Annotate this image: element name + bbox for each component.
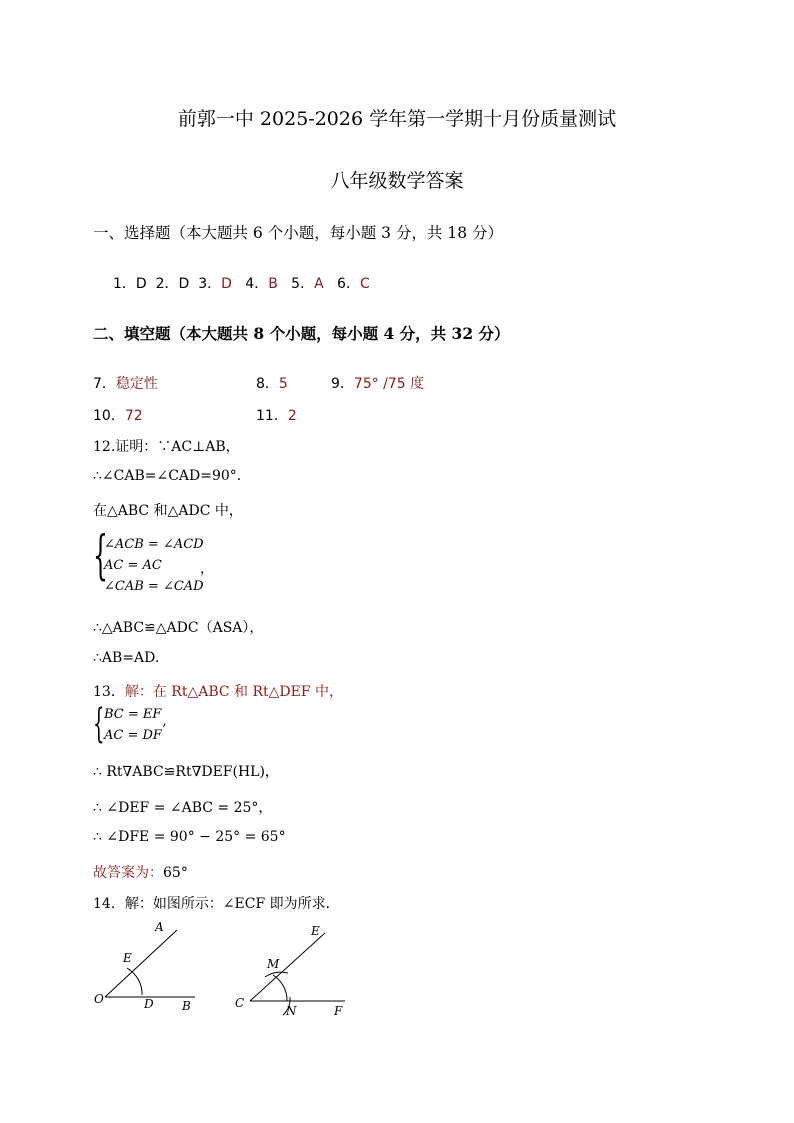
q13-answer [93,862,188,882]
q13-line3: ∴ ∠DFE = 90° − 25° = 65° [93,829,286,845]
q12-line1: 12.证明：∵AC⊥AB， [93,439,240,455]
answer-num: 11． [256,408,288,424]
fill-answer-11 [256,405,297,425]
answer-val: B [268,276,278,292]
q13-intro [93,681,343,701]
label-b: B [182,999,191,1013]
q12-sys-1: ∠ACB = ∠ACD [104,537,204,552]
document-title: 前郭一中 2025-2026 学年第一学期十月份质量测试 [177,108,617,130]
label-e: E [123,951,132,965]
q13-line1: ∴ Rt∇ABC≌Rt∇DEF(HL)， [93,764,279,780]
ray-ce [250,933,325,1001]
answer-val: 5 [278,376,288,392]
q13-intro-text: 解：在 Rt△ABC 和 Rt△DEF 中， [124,684,344,700]
answer-val: D [135,276,147,292]
section2-heading: 二、填空题（本大题共 8 个小题，每小题 4 分，共 32 分） [93,324,510,343]
answer-num: 1． [113,276,136,292]
arc-ed [127,968,142,995]
q13-num: 13． [93,684,125,700]
q13-sys-comma: ’ [162,722,167,738]
q13-sys-2: AC = DF [104,728,162,743]
answer-num: 5． [291,276,315,292]
label-a: A [155,920,164,934]
q13-line2: ∴ ∠DEF = ∠ABC = 25°， [93,800,273,816]
label-o: O [94,992,104,1006]
answer-num: 8． [256,376,279,392]
q14-text: 14．解：如图所示：∠ECF 即为所求． [93,896,340,912]
label-c: C [235,996,245,1010]
arc-cross [265,972,288,977]
label-n: N [286,1004,297,1018]
q12-line2: ∴∠CAB=∠CAD=90°. [93,468,242,484]
choice-answers [113,273,370,293]
construction-figure [85,915,365,1025]
brace-symbol: { [93,701,105,747]
fill-answer-8 [256,373,288,393]
answer-num: 4． [245,276,269,292]
q12-sys-comma: ， [200,561,214,577]
q13-answer-label: 故答案为： [93,865,163,881]
answer-num: 10． [93,408,125,424]
section1-heading: 一、选择题（本大题共 6 个小题，每小题 3 分，共 18 分） [93,224,504,242]
q12-line4: ∴△ABC≌△ADC（ASA）， [93,620,264,636]
q13-answer-val: 65° [163,865,188,881]
q12-sys-2: AC = AC [104,558,162,573]
q12-sys-3: ∠CAB = ∠CAD [104,579,204,594]
answer-val: 75° /75 度 [353,376,425,392]
q13-sys-1: BC = EF [104,707,162,722]
answer-num: 7． [93,376,116,392]
answer-num: 2． [155,276,179,292]
document-subtitle: 八年级数学答案 [330,170,464,192]
q12-line3: 在△ABC 和△ADC 中， [93,503,243,519]
fill-answer-9 [331,373,424,393]
answer-val: 2 [287,408,297,424]
fill-answer-10 [93,405,143,425]
answer-num: 9． [331,376,354,392]
answer-val: A [314,276,324,292]
label-e2: E [311,924,320,938]
q12-line5: ∴AB=AD. [93,650,160,666]
answer-val: 稳定性 [115,376,158,392]
answer-num: 6． [337,276,360,292]
label-f: F [334,1004,343,1018]
label-m: M [267,957,280,971]
brace-symbol: { [93,526,108,586]
answer-val: D [221,276,232,292]
label-d: D [144,997,154,1011]
answer-val: C [359,276,370,292]
fill-answer-7 [93,373,158,393]
answer-val: 72 [124,408,143,424]
answer-val: D [178,276,190,292]
answer-num: 3． [198,276,222,292]
